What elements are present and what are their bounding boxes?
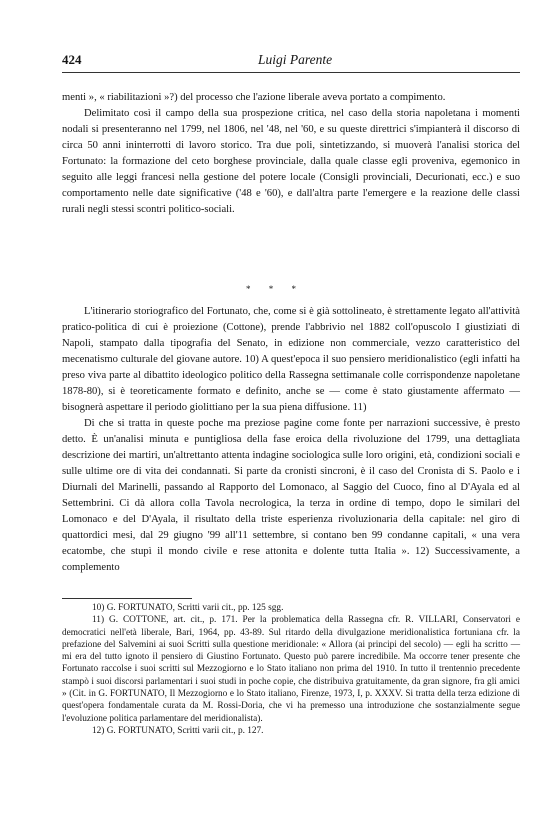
page-header	[62, 52, 520, 74]
footnote-rule	[62, 598, 192, 599]
body-section-2	[62, 304, 520, 576]
footnote: 10) G. FORTUNATO, Scritti varii cit., pp. 125 sgg.	[92, 603, 284, 613]
footnote: 11) G. COTTONE, art. cit., p. 171. Per la problematica della Rassegna cfr. R. VILLARI, Conservatori e democratici nell'età liberale, Bari, 1964, pp. 43-89. Sul ritardo della divulgazione meridionalistica fortuniana cfr. la prefazione del Salvemini ai suoi Scritti sulla questione meridionale: « Allora (ai principi del secolo) — egli ha scritto — mi era del tutto ignoto il pensiero di Giustino Fortunato. Questo può parere incredibile. Ma occorre tener presente che Fortunato raccolse i suoi scritti sul Mezzogiorno e lo Stato italiano non prima del 1910. In tutto il trentennio precedente stampò i suoi discorsi parlamentari i suoi studi in poche copie, che distribuiva gratuitamente, da gran signore, fra gli amici » (Cit. in G. FORTUNATO, Il Mezzogiorno e lo Stato italiano, Firenze, 1973, I, p. XXXV. Si tratta della terza edizione di quest'opera fondamentale curata da M. Rossi-Doria, che vi ha premesso una introduzione che sostanzialmente segue l'evoluzione politica parlamentare del meridionalista).	[62, 615, 520, 724]
body-paragraph: Delimitato così il campo della sua prospezione critica, nel caso della storia napoletana i momenti nodali si presenteranno nel 1799, nel 1806, nel '48, nel '60, e su queste direttrici s'impianterà il discorso di circa 50 anni ininterrotti di lavoro storico. Tra due poli, sintetizzando, si muoverà l'analisi storica del Fortunato: la formazione del ceto borghese provinciale, dalla quale classe egli proveniva, egemonico in seguito alle leggi francesi nella gestione del potere locale (Consigli provinciali, Decurionati, ecc.) e suo comportamento nelle date significative ('48 e '60), e dall'altra parte l'emergere e la reazione delle classi rurali negli stessi scontri politico-sociali.	[62, 108, 520, 215]
body-paragraph: Di che si tratta in queste poche ma preziose pagine come fonte per narrazioni successive, è presto detto. È un'analisi minuta e puntigliosa della fase eroica della rivoluzione del 1799, una dettagliata descrizione dei martiri, un'altrettanto attenta indagine sociologica sulle loro origini, età, condizioni sociali e sulle ultime ore di vita dei condannati. Si parte da cronisti sincroni, è il caso del Cronista di S. Paolo e i Diurnali del Marinelli, passando al Rapporto del Lomonaco, al Saggio del Cuoco, fino al D'Ayala ed al Settembrini. Ci dà allora colla Tavola necrologica, la terza in ordine di tempo, dopo le similari del Lomonaco e del D'Ayala, il risultato della triste esperienza rivoluzionaria della capitale: nel giro di quattordici mesi, dal 29 giugno '99 all'11 settembre, si contano ben 99 condanne capitali, « una vera ecatombe, che stupì il mondo civile e rese attonita e dolente tutta Italia ». 12) Successivamente, a complemento	[62, 418, 520, 573]
footnote: 12) G. FORTUNATO, Scritti varii cit., p. 127.	[92, 725, 264, 736]
body-section-1	[62, 90, 520, 218]
page-number: 424	[62, 52, 82, 67]
body-paragraph: menti », « riabilitazioni »?) del processo che l'azione liberale aveva portato a compimento.	[62, 92, 446, 103]
footnotes	[62, 602, 520, 737]
header-rule	[62, 72, 520, 73]
body-paragraph: L'itinerario storiografico del Fortunato, che, come si è già sottolineato, è strettamente legato all'attività pratico-politica di cui è proiezione (Cottone), prende l'abbrivio nel 1882 coll'opuscolo I giustiziati di Napoli, stampato dalla tipografia del Senato, in edizione non commerciale, vezzo caratteristico del mecenatismo culturale del giovane autore. 10) A quest'epoca il suo pensiero meridionalistico (egli infatti ha preso viva parte al dibattito ideologico politico della Rassegna settimanale colle corrispondenze napoletane 1878-80), si è teoreticamente formato e definito, anche se — come è stato giustamente affermato — bisognerà aspettare il periodo giolittiano per la sua piena diffusione. 11)	[62, 306, 520, 413]
running-head: Luigi Parente	[258, 52, 333, 67]
section-separator: * * *	[246, 284, 304, 294]
